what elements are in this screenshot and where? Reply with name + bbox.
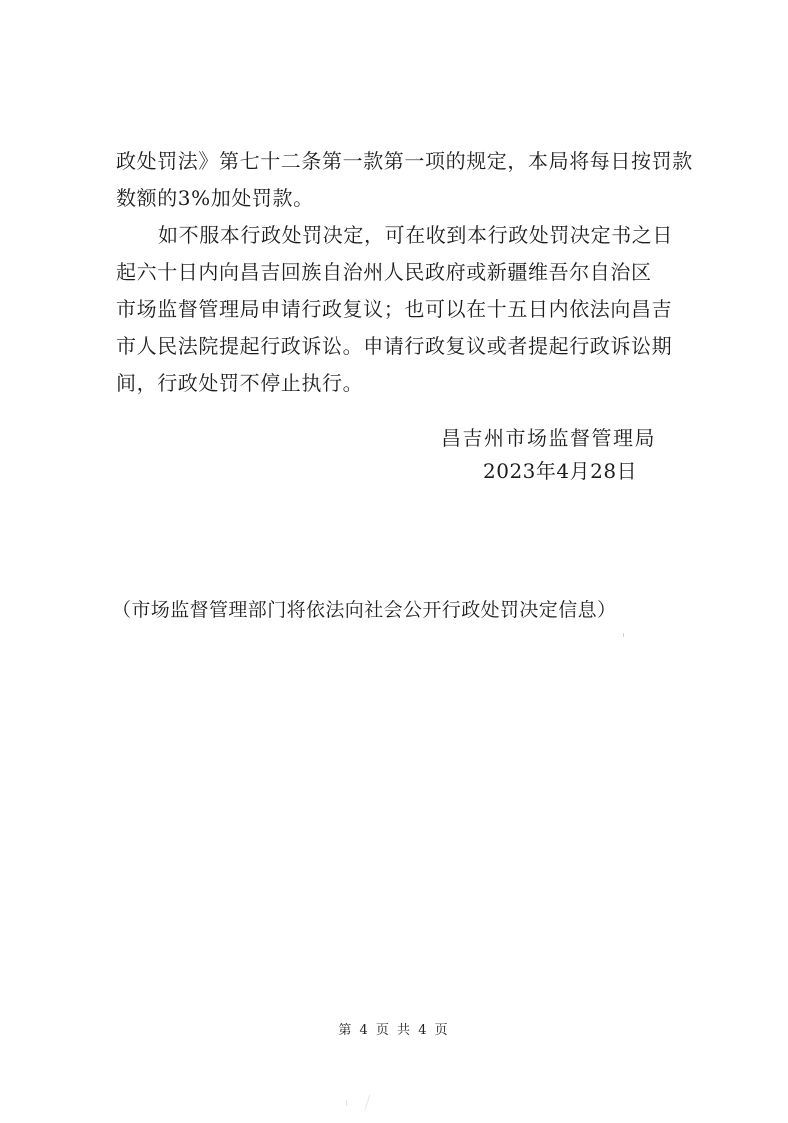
body-line-4: 起六十日内向昌吉回族自治州人民政府或新疆维吾尔自治区 [116,260,652,284]
body-line-5: 市场监督管理局申请行政复议；也可以在十五日内依法向昌吉 [116,297,673,321]
body-line-7: 间，行政处罚不停止执行。 [116,371,364,395]
body-line-3: 如不服本行政处罚决定，可在收到本行政处罚决定书之日 [158,223,673,247]
scan-speck-bottom-right [365,1094,371,1110]
body-line-1: 政处罚法》第七十二条第一款第一项的规定，本局将每日按罚款 [116,149,693,173]
page-number-footer: 第 4 页 共 4 页 [338,1023,450,1038]
scan-speck-bottom-left [346,1100,347,1106]
signature-organization: 昌吉州市场监督管理局 [441,426,656,450]
signature-date: 2023年4月28日 [483,459,638,483]
public-disclosure-notice: （市场监督管理部门将依法向社会公开行政处罚决定信息） [112,599,617,621]
scan-speck [623,633,624,637]
body-line-2: 数额的3%加处罚款。 [116,186,314,210]
decision-body [116,143,716,402]
body-line-6: 市人民法院提起行政诉讼。申请行政复议或者提起行政诉讼期 [116,334,673,358]
